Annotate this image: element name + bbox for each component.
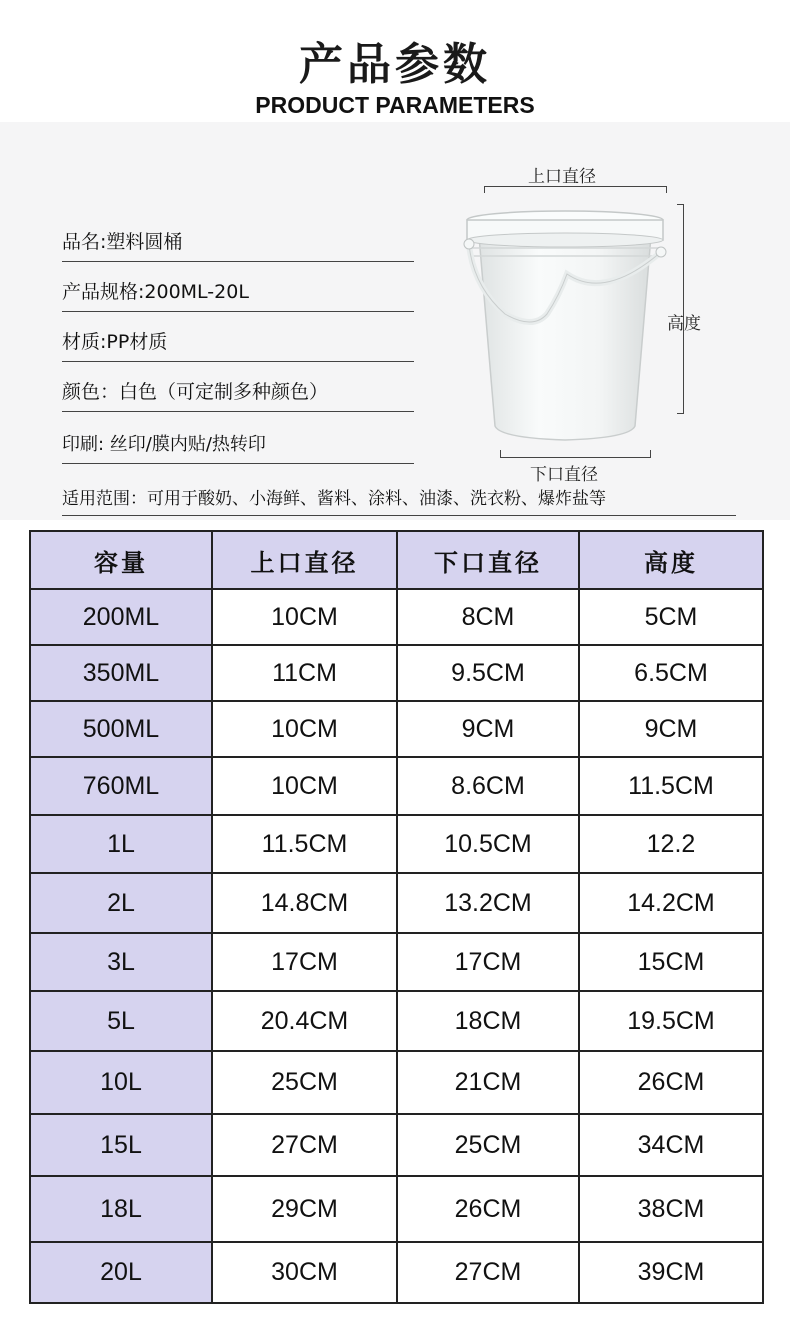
top-diameter-cell: 10CM (212, 757, 397, 815)
table-row (30, 1242, 763, 1303)
capacity-cell: 1L (30, 815, 212, 873)
capacity-cell: 15L (30, 1114, 212, 1176)
capacity-cell: 200ML (30, 589, 212, 645)
top-diameter-cell: 29CM (212, 1176, 397, 1242)
table-row (30, 645, 763, 701)
table-row (30, 701, 763, 757)
top-diameter-cell: 17CM (212, 933, 397, 991)
height-cell: 12.2 (579, 815, 763, 873)
bottom-diameter-cell: 13.2CM (397, 873, 579, 933)
spec-name: 品名:塑料圆桶 (62, 214, 414, 262)
table-row (30, 991, 763, 1051)
height-cell: 26CM (579, 1051, 763, 1114)
top-diameter-cell: 20.4CM (212, 991, 397, 1051)
top-diameter-tick-left (484, 186, 485, 193)
top-diameter-cell: 11.5CM (212, 815, 397, 873)
table-row (30, 1176, 763, 1242)
height-cell: 38CM (579, 1176, 763, 1242)
bottom-diameter-cell: 26CM (397, 1176, 579, 1242)
header-capacity: 容量 (30, 531, 212, 589)
spec-material: 材质:PP材质 (62, 314, 414, 362)
bucket-image (455, 196, 685, 456)
height-cell: 14.2CM (579, 873, 763, 933)
page-subtitle: PRODUCT PARAMETERS (255, 92, 535, 118)
top-diameter-tick-right (666, 186, 667, 193)
bottom-diameter-line (500, 457, 651, 458)
top-diameter-label: 上口直径 (528, 167, 596, 187)
capacity-cell: 500ML (30, 701, 212, 757)
table-row (30, 757, 763, 815)
table-row (30, 873, 763, 933)
capacity-cell: 10L (30, 1051, 212, 1114)
top-diameter-cell: 10CM (212, 589, 397, 645)
table-row (30, 815, 763, 873)
table-row (30, 1114, 763, 1176)
height-cell: 19.5CM (579, 991, 763, 1051)
table-row (30, 589, 763, 645)
capacity-cell: 350ML (30, 645, 212, 701)
capacity-cell: 760ML (30, 757, 212, 815)
table-body (30, 589, 763, 1303)
bottom-diameter-label: 下口直径 (530, 465, 598, 485)
bottom-diameter-cell: 18CM (397, 991, 579, 1051)
spec-usage: 适用范围：可用于酸奶、小海鲜、酱料、涂料、油漆、洗衣粉、爆炸盐等 (62, 484, 736, 516)
capacity-cell: 2L (30, 873, 212, 933)
table-header-row (30, 531, 763, 589)
height-cell: 11.5CM (579, 757, 763, 815)
bottom-diameter-cell: 8.6CM (397, 757, 579, 815)
height-cell: 34CM (579, 1114, 763, 1176)
height-label: 高度 (667, 314, 701, 334)
bottom-diameter-cell: 9CM (397, 701, 579, 757)
height-cell: 39CM (579, 1242, 763, 1303)
height-cell: 9CM (579, 701, 763, 757)
page-title: 产品参数 (299, 39, 491, 90)
bottom-diameter-cell: 25CM (397, 1114, 579, 1176)
header-top-diameter: 上口直径 (212, 531, 397, 589)
height-cell: 15CM (579, 933, 763, 991)
bottom-diameter-cell: 27CM (397, 1242, 579, 1303)
height-cell: 5CM (579, 589, 763, 645)
spec-color: 颜色：白色（可定制多种颜色） (62, 364, 414, 412)
bottom-diameter-cell: 21CM (397, 1051, 579, 1114)
top-diameter-cell: 25CM (212, 1051, 397, 1114)
top-diameter-line (484, 186, 667, 187)
top-diameter-cell: 30CM (212, 1242, 397, 1303)
bottom-diameter-cell: 9.5CM (397, 645, 579, 701)
table-row (30, 1051, 763, 1114)
height-cell: 6.5CM (579, 645, 763, 701)
parameters-table (29, 530, 764, 1304)
top-diameter-cell: 27CM (212, 1114, 397, 1176)
capacity-cell: 3L (30, 933, 212, 991)
bottom-diameter-cell: 10.5CM (397, 815, 579, 873)
spec-size: 产品规格:200ML-20L (62, 264, 414, 312)
bottom-diameter-cell: 17CM (397, 933, 579, 991)
spec-printing: 印刷: 丝印/膜内贴/热转印 (62, 416, 414, 464)
header-height: 高度 (579, 531, 763, 589)
capacity-cell: 20L (30, 1242, 212, 1303)
capacity-cell: 5L (30, 991, 212, 1051)
table-row (30, 933, 763, 991)
bottom-diameter-cell: 8CM (397, 589, 579, 645)
top-diameter-cell: 11CM (212, 645, 397, 701)
top-diameter-cell: 10CM (212, 701, 397, 757)
capacity-cell: 18L (30, 1176, 212, 1242)
top-diameter-cell: 14.8CM (212, 873, 397, 933)
header-bottom-diameter: 下口直径 (397, 531, 579, 589)
